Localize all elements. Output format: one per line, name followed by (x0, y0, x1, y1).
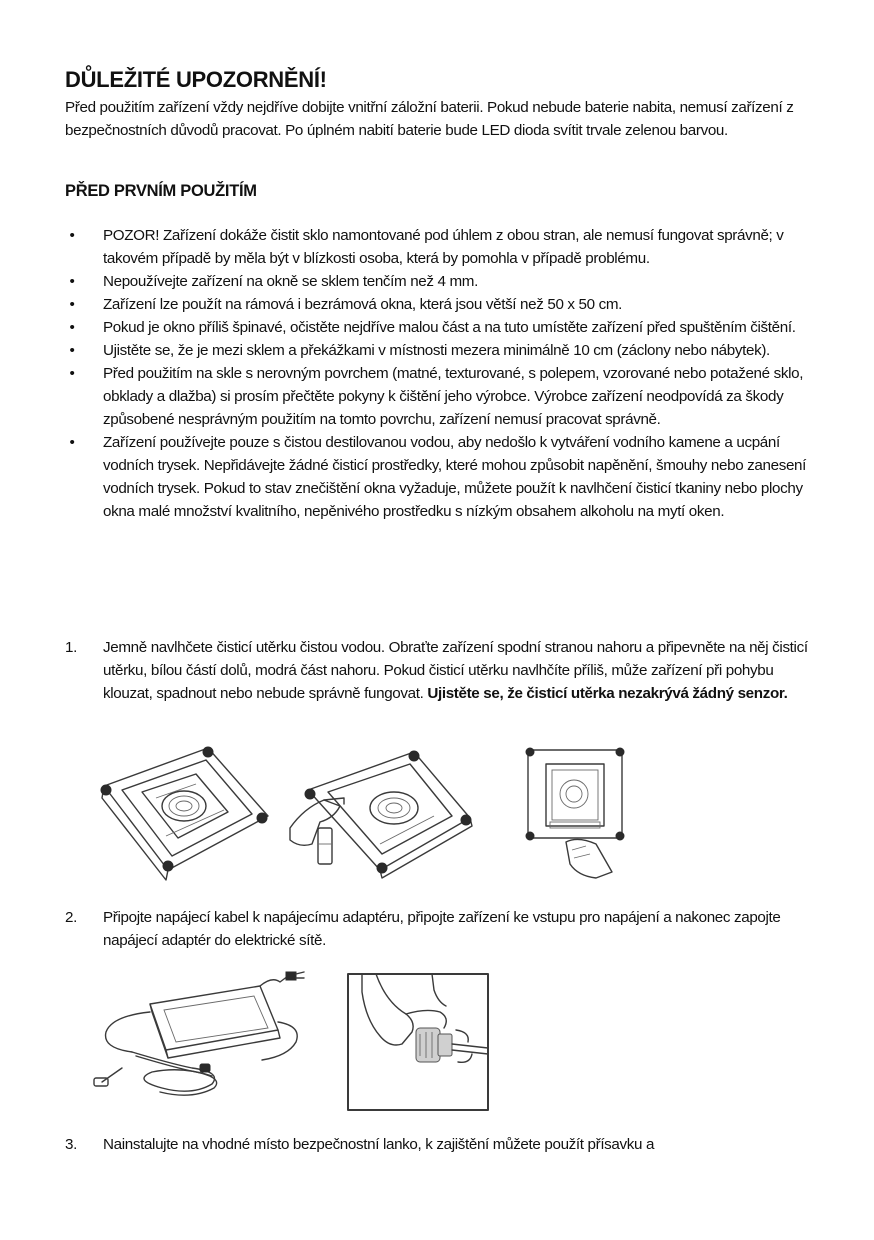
precaution-item: • POZOR! Zařízení dokáže čistit sklo namontované pod úhlem z obou stran, ale nemusí fungovat správně; v takovém případě by měla být v blízkosti osoba, která by pomohla v případě problému. (65, 224, 825, 270)
important-text: Před použitím zařízení vždy nejdříve dobijte vnitřní záložní baterii. Pokud nebude baterie nabita, nemusí zařízení z bezpečnostních důvodů pracovat. Po úplném nabití baterie bude LED dioda svítit trvale zelenou barvou. (65, 99, 794, 139)
bullet-icon: • (69, 434, 75, 451)
step-text: Jemně navlhčete čisticí utěrku čistou vodou. Obraťte zařízení spodní stranou nahoru a připevněte na něj čisticí utěrku, bílou částí dolů, modrá část nahoru. Pokud čisticí utěrku navlhčíte příliš, může zařízení při pohybu klouzat, spadnout nebo nebude správně fungovat. (103, 639, 808, 702)
power-adapter-illustration (92, 972, 312, 1104)
step-1 (65, 636, 825, 705)
step-number: 1. (65, 639, 77, 656)
device-top-illustration (522, 746, 626, 880)
before-first-use-heading: PŘED PRVNÍM POUŽITÍM (65, 182, 257, 200)
precaution-item: • Ujistěte se, že je mezi sklem a překážkami v místnosti mezera minimálně 10 cm (záclony nebo nábytek). (65, 339, 825, 362)
bullet-icon: • (69, 273, 75, 290)
cloth-attach-illustration (284, 748, 480, 878)
power-connector-illustration (346, 972, 490, 1112)
precaution-item: • Nepoužívejte zařízení na okně se sklem tenčím než 4 mm. (65, 270, 825, 293)
step-text: Připojte napájecí kabel k napájecímu adaptéru, připojte zařízení ke vstupu pro napájení a nakonec zapojte napájecí adaptér do elektrické sítě. (103, 909, 781, 949)
step-number: 3. (65, 1136, 77, 1153)
step-3 (65, 1133, 825, 1156)
step-text: Nainstalujte na vhodné místo bezpečnostní lanko, k zajištění můžete použít přísavku a (103, 1136, 655, 1153)
step-2 (65, 906, 825, 952)
precautions-list (65, 224, 825, 523)
important-heading: DŮLEŽITÉ UPOZORNĚNÍ! (65, 67, 327, 92)
bullet-icon: • (69, 227, 75, 244)
device-underside-illustration (96, 746, 272, 874)
precaution-item: • Pokud je okno příliš špinavé, očistěte nejdříve malou část a na tuto umístěte zařízení před spuštěním čištění. (65, 316, 825, 339)
bullet-icon: • (69, 342, 75, 359)
step-number: 2. (65, 909, 77, 926)
bullet-icon: • (69, 319, 75, 336)
step-warning: Ujistěte se, že čisticí utěrka nezakrývá žádný senzor. (427, 685, 788, 702)
precaution-item: • Zařízení lze použít na rámová i bezrámová okna, která jsou větší než 50 x 50 cm. (65, 293, 825, 316)
precaution-item: • Před použitím na skle s nerovným povrchem (matné, texturované, s polepem, vzorované nebo potažené sklo, obklady a dlažba) si prosím přečtěte pokyny k čištění jeho výrobce. Výrobce zařízení neodpovídá za škody způsobené nesprávným použitím na tomto povrchu, zařízení nemusí pracovat správně. (65, 362, 825, 431)
bullet-icon: • (69, 365, 75, 382)
bullet-icon: • (69, 296, 75, 313)
precaution-item: • Zařízení používejte pouze s čistou destilovanou vodou, aby nedošlo k vytváření vodního kamene a ucpání vodních trysek. Nepřidávejte žádné čisticí prostředky, které mohou způsobit napěnění, šmouhy nebo zanesení vodních trysek. Pokud to stav znečištění okna vyžaduje, můžete použít k navlhčení čisticí tkaniny nebo plochy okna malé množství kvalitního, nepěnivého prostředku s nízkým obsahem alkoholu na mytí oken. (65, 431, 825, 523)
